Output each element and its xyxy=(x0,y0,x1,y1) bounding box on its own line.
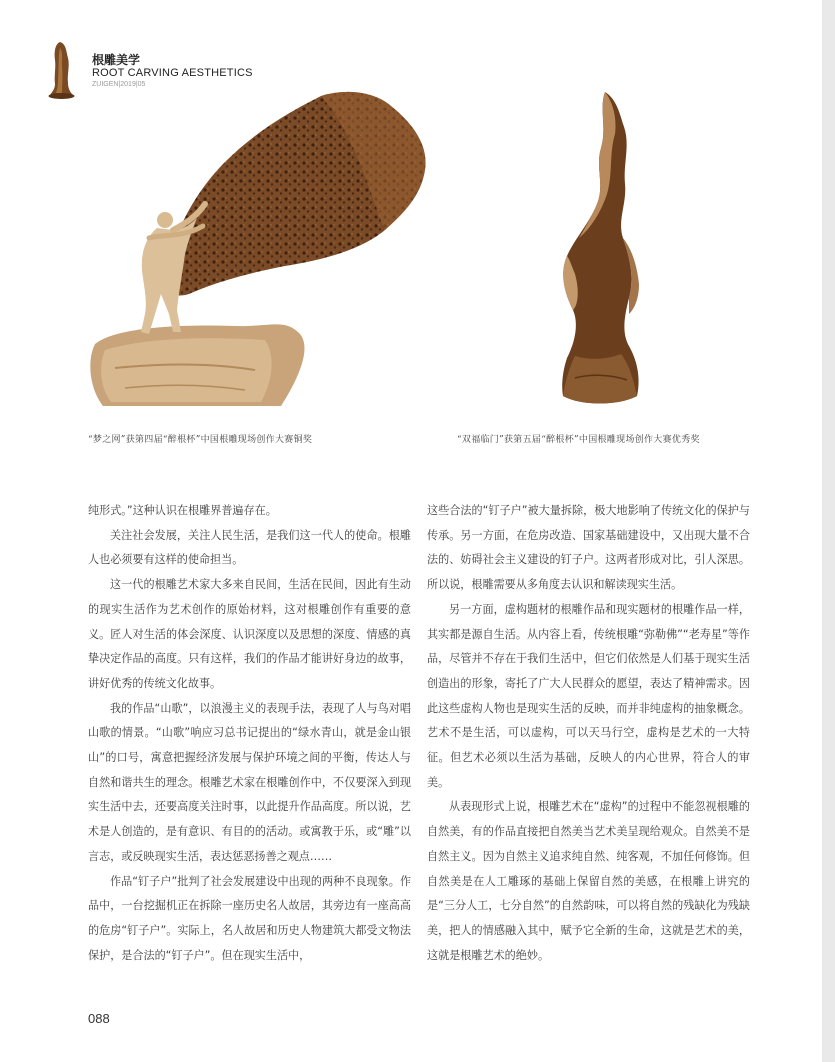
paragraph: 关注社会发展，关注人民生活，是我们这一代人的使命。根雕人也必须要有这样的使命担当。 xyxy=(88,528,411,567)
figure-caption-left: “梦之网”获第四届“醉根杯”中国根雕现场创作大赛铜奖 xyxy=(88,435,313,445)
paragraph: 这一代的根雕艺术家大多来自民间，生活在民间，因此有生动的现实生活作为艺术创作的原始材料，这对根雕创作有重要的意义。匠人对生活的体会深度、认识深度以及思想的深度、情感的真挚决定作品的高度。只有这样，我们的作品才能讲好身边的故事，讲好优秀的传统文化故事。 xyxy=(88,578,411,690)
paragraph: 我的作品“山歌”，以浪漫主义的表现手法，表现了人与鸟对唱山歌的情景。“山歌”响应习总书记提出的“绿水青山，就是金山银山”的口号，寓意把握经济发展与保护环境之间的平衡，传达人与自然和谐共生的理念。根雕艺术家在根雕创作中，不仅要深入到现实生活中去，还要高度关注时事，以此提升作品高度。所以说，艺术是人创造的，是有意识、有目的的活动。或寓教于乐，或“雕”以言志，或反映现实生活，表达惩恶扬善之观点…… xyxy=(88,701,411,863)
paragraph: 作品“钉子户”批判了社会发展建设中出现的两种不良现象。作品中，一台挖掘机正在拆除一座历史名人故居，其旁边有一座高高的危房“钉子户”。实际上，名人故居和历史人物建筑大都受文物法保护，是合法的“钉子户”。但在现实生活中， xyxy=(88,874,411,962)
paragraph: 另一方面，虚构题材的根雕作品和现实题材的根雕作品一样，其实都是源自生活。从内容上看，传统根雕“弥勒佛”“老寿星”等作品，尽管并不存在于我们生活中，但它们依然是人们基于现实生活创造出的形象，寄托了广大人民群众的愿望，表达了精神需求。因此这些虚构人物也是现实生活的反映，而并非纯虚构的抽象概念。艺术不是生活，可以虚构，可以天马行空，虚构是艺术的一大特征。但艺术必须以生活为基础，反映人的内心世界，符合人的审美。 xyxy=(427,602,750,789)
page-number: 088 xyxy=(88,1011,110,1026)
header-issue-code: ZUIGEN|2019|05 xyxy=(92,81,146,88)
header-title-en: ROOT CARVING AESTHETICS xyxy=(92,67,253,79)
paragraph: 从表现形式上说，根雕艺术在“虚构”的过程中不能忽视根雕的自然美，有的作品直接把自然美当艺术美呈现给观众。自然美不是自然主义。因为自然主义追求纯自然、纯客观，不加任何修饰。但自然美是在人工雕琢的基础上保留自然的美感，在根雕上讲究的是“三分人工，七分自然”的自然韵味，可以将自然的残缺化为残缺美，把人的情感融入其中，赋予它全新的生命，这就是艺术的美，这就是根雕艺术的绝妙。 xyxy=(427,800,750,962)
figure-caption-right: “双福临门”获第五届“醉根杯”中国根雕现场创作大赛优秀奖 xyxy=(457,435,700,445)
root-carving-logo xyxy=(46,40,78,100)
header-title-cn: 根雕美学 xyxy=(92,53,141,67)
photo-dream-net-sculpture xyxy=(85,88,435,410)
running-header xyxy=(92,53,253,89)
paragraph: 纯形式。”这种认识在根雕界普遍存在。 xyxy=(88,504,277,517)
paragraph: 这些合法的“钉子户”被大量拆除，极大地影响了传统文化的保护与传承。另一方面，在危房改造、国家基础建设中，又出现大量不合法的、妨碍社会主义建设的钉子户。这两者形成对比，引人深思。所以说，根雕需要从多角度去认识和解读现实生活。 xyxy=(427,504,750,592)
photo-double-blessing-sculpture xyxy=(545,88,655,410)
page-edge-strip xyxy=(822,0,835,1062)
article-column-left xyxy=(88,499,411,968)
article-column-right xyxy=(427,499,750,968)
